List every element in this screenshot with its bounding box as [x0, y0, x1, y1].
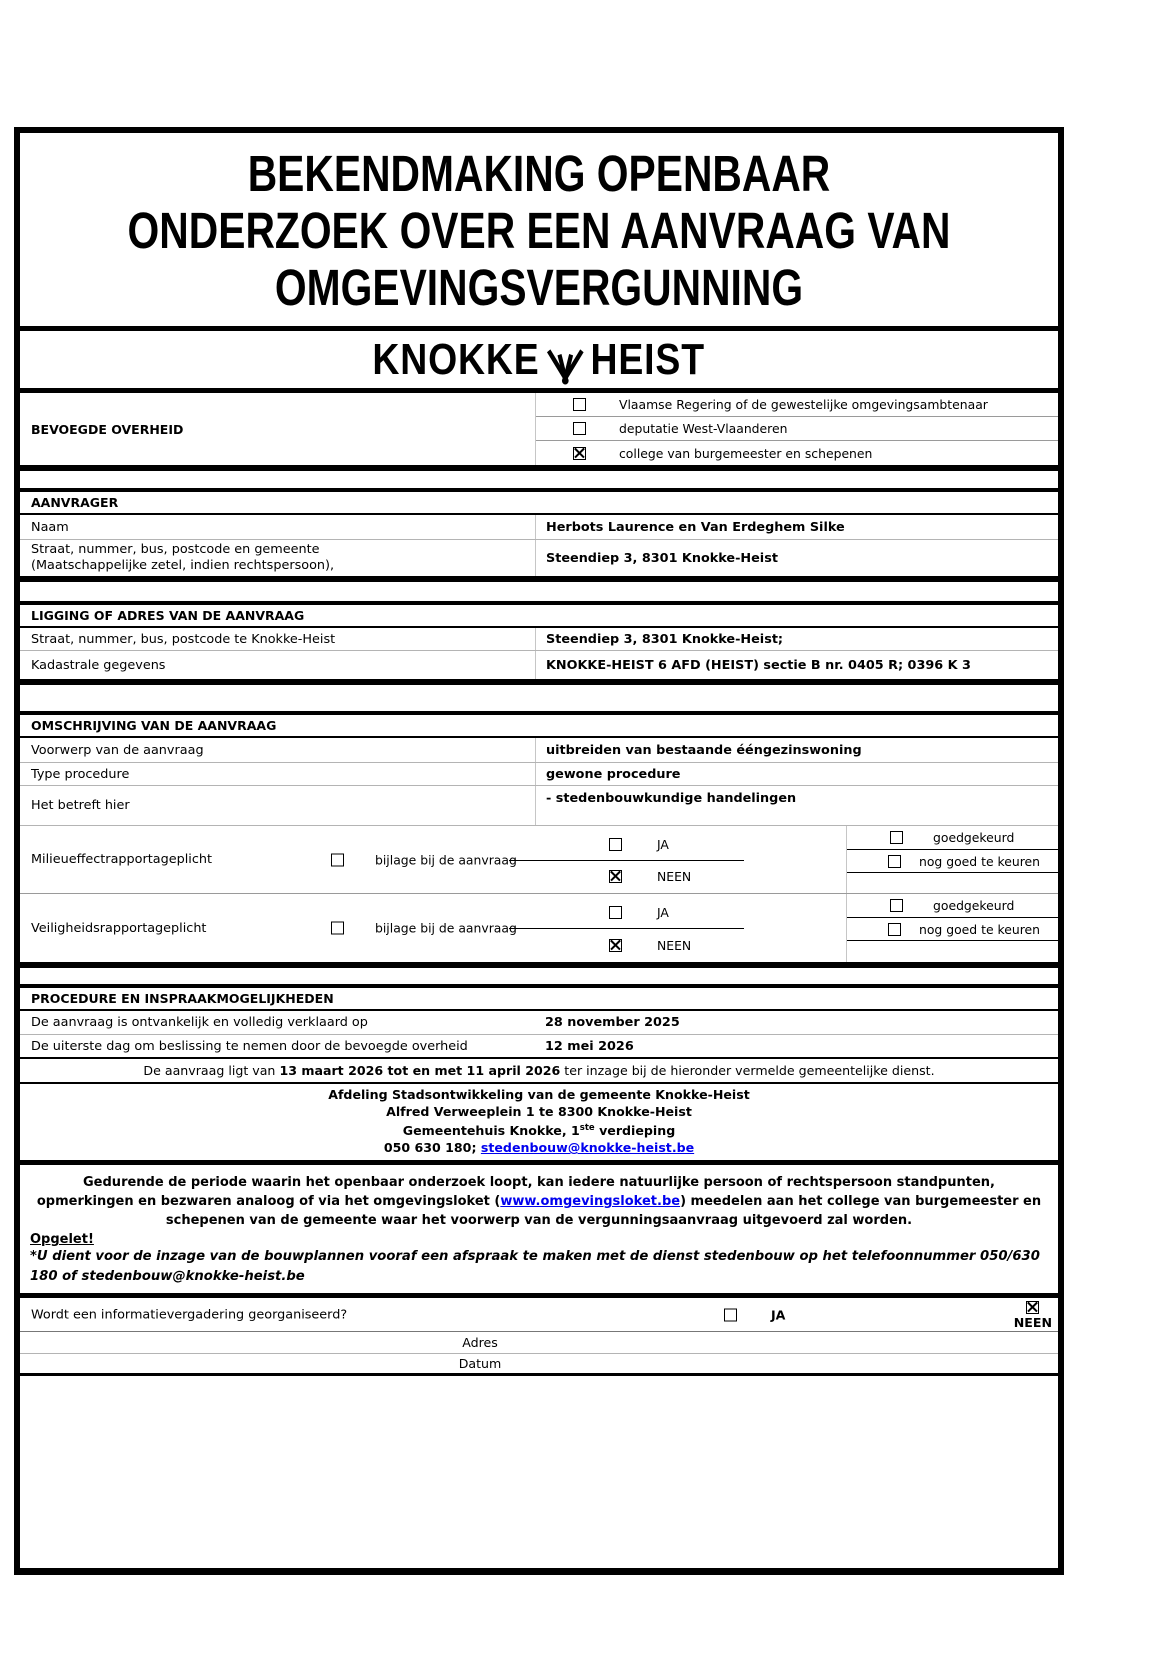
checkbox-milieu-goedgekeurd[interactable]: [890, 831, 903, 844]
veiligheid-label: Veiligheidsrapportageplicht: [31, 920, 207, 936]
vergadering-neen-label: NEEN: [1013, 1315, 1052, 1331]
aanvrager-adres-label-line2: (Maatschappelijke zetel, indien rechtspersoon),: [31, 558, 335, 573]
email-link[interactable]: stedenbouw@knokke-heist.be: [480, 1140, 695, 1156]
divider-line: [509, 928, 744, 929]
nog-goed-label: nog goed te keuren: [919, 853, 1041, 869]
neen-label: NEEN: [657, 869, 692, 884]
omschrijving-header: OMSCHRIJVING VAN DE AANVRAAG: [20, 715, 1058, 738]
seagull-icon: [543, 341, 587, 385]
empty-footer-area: [20, 1376, 1058, 1568]
checkbox-milieu-ja[interactable]: [609, 838, 622, 851]
checkbox-vlaamse-regering[interactable]: [573, 398, 586, 411]
table-row-betreft: [20, 786, 1058, 826]
table-row-aanvrager-adres: [20, 540, 1058, 576]
section-ligging: [20, 605, 1058, 679]
dienst-line4: 050 630 180; stedenbouw@knokke-heist.be: [383, 1140, 695, 1156]
checkbox-milieu-neen[interactable]: [609, 870, 622, 883]
table-row-voorwerp: [20, 738, 1058, 763]
ontvankelijk-label: De aanvraag is ontvankelijk en volledig verklaard op: [31, 1015, 368, 1030]
checkbox-veiligheid-goedgekeurd[interactable]: [890, 899, 903, 912]
betreft-value: - stedenbouwkundige handelingen: [546, 791, 797, 806]
option-label: deputatie West-Vlaanderen: [619, 421, 788, 436]
ja-label: JA: [657, 837, 669, 852]
municipality-logo: [20, 331, 1058, 393]
inzage-dates: 13 maart 2026 tot en met 11 april 2026: [279, 1063, 561, 1078]
page-title-line3: OMGEVINGSVERGUNNING: [274, 259, 804, 316]
checkbox-milieu-bijlage[interactable]: [331, 853, 344, 866]
kadaster-label: Kadastrale gegevens: [31, 657, 166, 673]
neen-label: NEEN: [657, 938, 692, 953]
superscript-ste: ste: [579, 1123, 595, 1133]
section-divider: [20, 576, 1058, 605]
ja-label: JA: [657, 905, 669, 920]
page-title-line1: BEKENDMAKING OPENBAAR: [247, 145, 831, 202]
checkbox-deputatie[interactable]: [573, 422, 586, 435]
ligging-straat-label: Straat, nummer, bus, postcode te Knokke-Heist: [31, 631, 336, 647]
naam-value: Herbots Laurence en Van Erdeghem Silke: [546, 519, 845, 535]
ontvankelijk-value: 28 november 2025: [545, 1015, 680, 1030]
nog-goed-label: nog goed te keuren: [919, 921, 1041, 937]
voorwerp-label: Voorwerp van de aanvraag: [31, 742, 204, 758]
option-vlaamse-regering: [536, 393, 1058, 417]
section-aanvrager: [20, 492, 1058, 576]
table-row-ligging-straat: [20, 628, 1058, 651]
aanvrager-adres-value: Steendiep 3, 8301 Knokke-Heist: [546, 550, 778, 566]
kadaster-value: KNOKKE-HEIST 6 AFD (HEIST) sectie B nr. 0405 R; 0396 K 3: [546, 657, 971, 673]
omgevingsloket-link[interactable]: www.omgevingsloket.be: [500, 1194, 681, 1210]
checkbox-veiligheid-ja[interactable]: [609, 906, 622, 919]
title-block: [20, 133, 1058, 331]
section-bevoegde-overheid: [20, 393, 1058, 465]
option-label: college van burgemeester en schepenen: [619, 445, 873, 461]
section-divider: [20, 679, 1058, 715]
checkbox-college[interactable]: [573, 447, 586, 460]
type-procedure-label: Type procedure: [31, 766, 130, 782]
vergadering-ja-label: JA: [771, 1307, 786, 1323]
section-divider: [20, 962, 1058, 988]
naam-label: Naam: [31, 519, 69, 535]
table-row-type-procedure: [20, 763, 1058, 786]
logo-text-left: KNOKKE: [372, 334, 540, 384]
section-omschrijving: [20, 715, 1058, 962]
type-procedure-value: gewone procedure: [546, 766, 681, 782]
veiligheid-approval-column: [846, 894, 1058, 962]
option-college: [536, 441, 1058, 465]
divider-line: [509, 860, 744, 861]
goedgekeurd-label: goedgekeurd: [933, 830, 1015, 845]
inzage-suffix: ter inzage bij de hieronder vermelde gemeentelijke dienst.: [560, 1063, 935, 1078]
checkbox-veiligheid-bijlage[interactable]: [331, 922, 344, 935]
datum-label: Datum: [458, 1356, 502, 1372]
section-divider: [20, 465, 1058, 492]
option-label: Vlaamse Regering of de gewestelijke omgevingsambtenaar: [619, 397, 988, 412]
bijlage-label: bijlage bij de aanvraag: [375, 852, 517, 867]
bijlage-label: bijlage bij de aanvraag: [375, 920, 517, 936]
adres-label: Adres: [462, 1335, 498, 1351]
ligging-straat-value: Steendiep 3, 8301 Knokke-Heist;: [546, 631, 784, 647]
table-row-uiterste-dag: [20, 1035, 1058, 1059]
uiterste-dag-label: De uiterste dag om beslissing te nemen door de bevoegde overheid: [31, 1038, 468, 1054]
voorwerp-value: uitbreiden van bestaande ééngezinswoning: [546, 742, 862, 758]
checkbox-milieu-nog[interactable]: [888, 855, 901, 868]
aanvrager-adres-label-line1: Straat, nummer, bus, postcode en gemeente: [31, 542, 320, 557]
page-title-line2: ONDERZOEK OVER EEN AANVRAAG VAN: [127, 202, 951, 259]
dienst-line2: Alfred Verweeplein 1 te 8300 Knokke-Heist: [386, 1104, 692, 1119]
table-row-datum: [20, 1354, 1058, 1376]
uiterste-dag-value: 12 mei 2026: [545, 1038, 634, 1054]
aanvrager-header: AANVRAGER: [20, 492, 1058, 515]
goedgekeurd-label: goedgekeurd: [933, 898, 1015, 913]
procedure-header: PROCEDURE EN INSPRAAKMOGELIJKHEDEN: [20, 988, 1058, 1011]
checkbox-veiligheid-nog[interactable]: [888, 923, 901, 936]
checkbox-vergadering-ja[interactable]: [724, 1308, 737, 1321]
dienst-line3: Gemeentehuis Knokke, 1ste verdieping: [402, 1123, 676, 1139]
logo-text-right: HEIST: [590, 334, 706, 384]
checkbox-vergadering-neen[interactable]: [1026, 1301, 1039, 1314]
vergadering-label: Wordt een informatievergadering georganiseerd?: [31, 1307, 348, 1323]
dienst-line1: Afdeling Stadsontwikkeling van de gemeente Knokke-Heist: [328, 1087, 750, 1102]
bevoegde-overheid-label: BEVOEGDE OVERHEID: [31, 421, 184, 437]
ligging-header: LIGGING OF ADRES VAN DE AANVRAAG: [20, 605, 1058, 628]
milieueffect-label: Milieueffectrapportageplicht: [31, 852, 212, 867]
inzage-period-row: [20, 1059, 1058, 1084]
table-row-ontvankelijk: [20, 1011, 1058, 1035]
milieu-approval-column: [846, 826, 1058, 893]
dienst-block: [20, 1084, 1058, 1165]
table-row-milieueffect: [20, 826, 1058, 894]
table-row-kadaster: [20, 651, 1058, 679]
table-row-adres: [20, 1332, 1058, 1354]
table-row-veiligheid: [20, 894, 1058, 962]
betreft-label: Het betreft hier: [31, 798, 130, 813]
bezwaar-paragraph: Gedurende de periode waarin het openbaar onderzoek loopt, kan iedere natuurlijke persoon of rechtspersoon standpunten, opmerkingen en bezwaren analoog of via het omgevingsloket (www.omgevingsloket.be) meedelen aan het college van burgemeester en schepenen van de gemeente waar het voorwerp van de vergunningsaanvraag uitgevoerd zal worden.: [36, 1175, 1042, 1229]
bezwaar-block: [20, 1165, 1058, 1298]
section-procedure: [20, 988, 1058, 1568]
afspraak-note: *U dient voor de inzage van de bouwplannen vooraf een afspraak te maken met de dienst stedenbouw op het telefoonnummer 050/630 180 of stedenbouw@knokke-heist.be: [30, 1249, 1040, 1285]
table-row-naam: [20, 515, 1058, 540]
table-row-informatievergadering: [20, 1298, 1058, 1332]
option-deputatie: [536, 417, 1058, 441]
opgelet-label: Opgelet!: [30, 1232, 94, 1248]
announcement-sheet: [14, 127, 1064, 1575]
checkbox-veiligheid-neen[interactable]: [609, 939, 622, 952]
inzage-prefix: De aanvraag ligt van: [143, 1063, 280, 1078]
